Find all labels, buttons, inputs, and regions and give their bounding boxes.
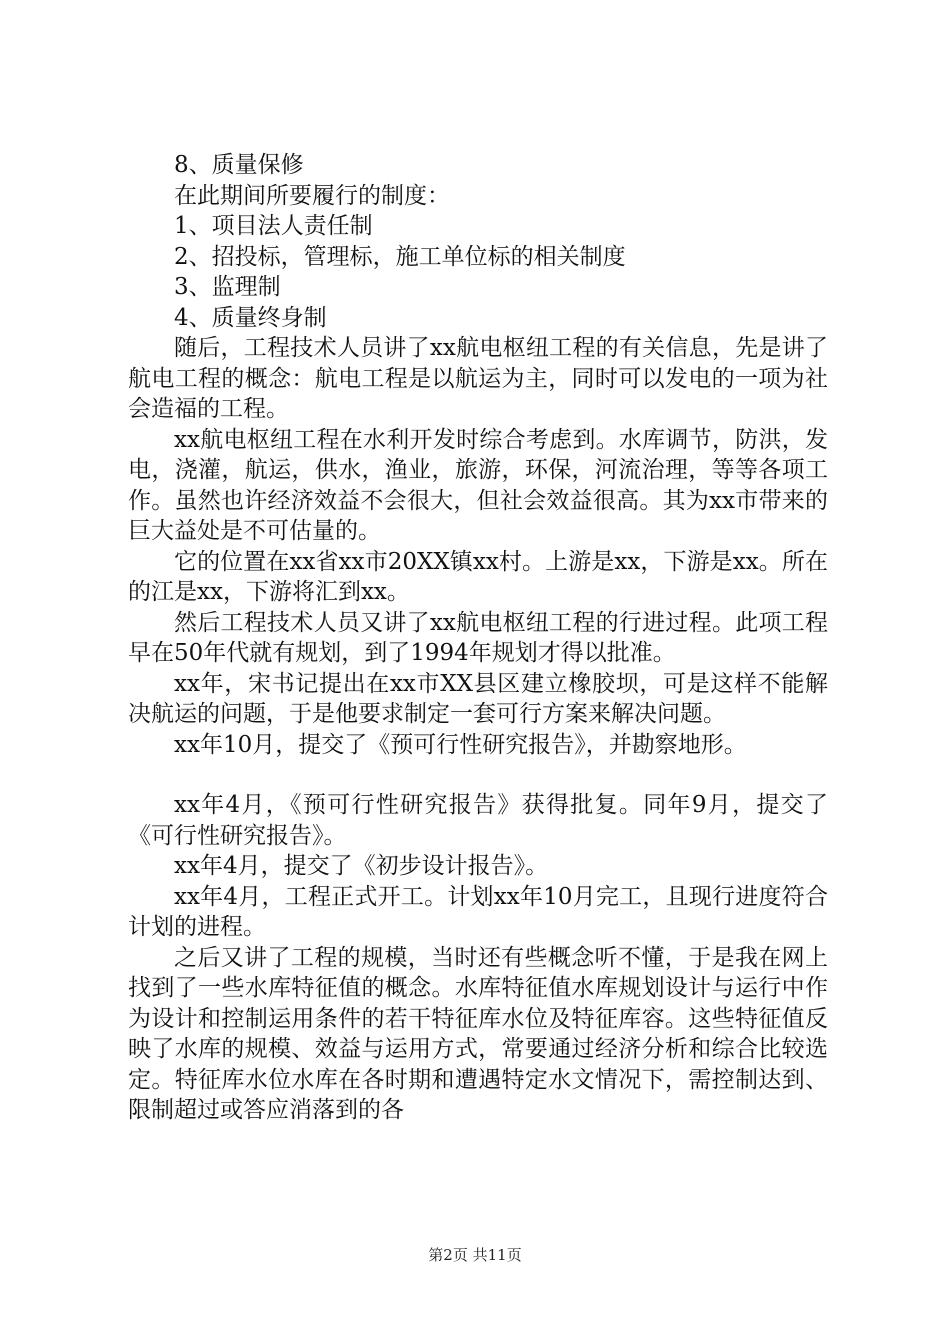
paragraph-prefeasibility-submitted: xx年10月，提交了《预可行性研究报告》，并勘察地形。 xyxy=(174,731,747,758)
systems-intro-line: 在此期间所要履行的制度： xyxy=(174,182,450,209)
page-number: 第2页 共11页 xyxy=(428,1246,522,1264)
paragraph-prefeasibility-approved: xx年4月，《预可行性研究报告》获得批复。同年9月，提交了《可行性研究报告》。 xyxy=(128,792,828,849)
paragraph-project-benefits: xx航电枢纽工程在水利开发时综合考虑到。水库调节，防洪，发电，浇灌，航运，供水，渔业，旅游，环保，河流治理，等等各项工作。虽然也许经济效益不会很大，但社会效益很高。其为xx市带来的巨大益处是不可估量的。 xyxy=(128,426,828,544)
paragraph-construction-start: xx年4月，工程正式开工。计划xx年10月完工，且现行进度符合计划的进程。 xyxy=(128,883,828,940)
list-item-quality-warranty: 8、质量保修 xyxy=(174,152,304,178)
document-body xyxy=(128,150,828,1126)
paragraph-rubber-dam-proposal: xx年，宋书记提出在xx市XX县区建立橡胶坝，可是这样不能解决航运的问题，于是他要求制定一套可行方案来解决问题。 xyxy=(128,670,828,727)
paragraph-preliminary-design: xx年4月，提交了《初步设计报告》。 xyxy=(174,853,549,879)
list-item-lifetime-quality-system: 4、质量终身制 xyxy=(174,304,327,331)
paragraph-reservoir-characteristics: 之后又讲了工程的规模，当时还有些概念听不懂，于是我在网上找到了一些水库特征值的概念。水库特征值水库规划设计与运行中作为设计和控制运用条件的若干特征库水位及特征库容。这些特征值反映了水库的规模、效益与运用方式，常要通过经济分析和综合比较选定。特征库水位水库在各时期和遭遇特定水文情况下，需控制达到、限制超过或答应消落到的各 xyxy=(128,944,828,1123)
paragraph-project-history: 然后工程技术人员又讲了xx航电枢纽工程的行进过程。此项工程早在50年代就有规划，到了1994年规划才得以批准。 xyxy=(128,609,828,666)
list-item-bidding-system: 2、招投标，管理标，施工单位标的相关制度 xyxy=(174,243,626,270)
list-item-supervision-system: 3、监理制 xyxy=(174,274,281,300)
list-item-legal-person-system: 1、项目法人责任制 xyxy=(174,213,373,239)
paragraph-project-location: 它的位置在xx省xx市20XX镇xx村。上游是xx，下游是xx。所在的江是xx，下游将汇到xx。 xyxy=(128,548,828,605)
paragraph-project-concept: 随后，工程技术人员讲了xx航电枢纽工程的有关信息，先是讲了航电工程的概念：航电工程是以航运为主，同时可以发电的一项为社会造福的工程。 xyxy=(128,335,828,422)
